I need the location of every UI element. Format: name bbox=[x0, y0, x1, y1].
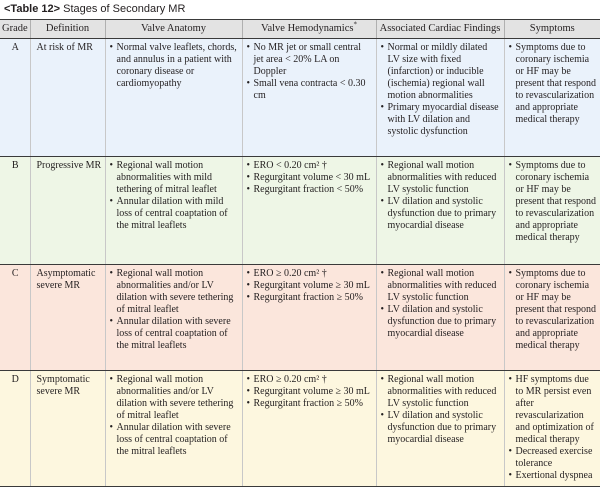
header-valve-anatomy: Valve Anatomy bbox=[105, 20, 242, 39]
header-row bbox=[0, 20, 600, 39]
definition-cell: At risk of MR bbox=[30, 39, 105, 157]
header-valve-hemodynamics bbox=[242, 20, 376, 39]
bullet-item: • Decreased exercise tolerance bbox=[509, 446, 598, 470]
header-cardiac-findings: Associated Cardiac Findings bbox=[376, 20, 504, 39]
bullet-item: • No MR jet or small central jet area < 20% LA on Doppler bbox=[247, 42, 373, 78]
bullet-item: • LV dilation and systolic dysfunction due to primary myocardial disease bbox=[381, 196, 501, 232]
bullet-item: • Regurgitant fraction < 50% bbox=[247, 184, 373, 196]
header-grade: Grade bbox=[0, 20, 30, 39]
table-title: Stages of Secondary MR bbox=[63, 3, 186, 15]
header-definition: Definition bbox=[30, 20, 105, 39]
header-symptoms: Symptoms bbox=[504, 20, 600, 39]
bullet-item: • Annular dilation with mild loss of central coaptation of the mitral leaflets bbox=[110, 196, 239, 232]
bullet-item: • Regurgitant volume ≥ 30 mL bbox=[247, 280, 373, 292]
hemodynamics-list bbox=[247, 42, 373, 102]
hemodynamics-cell bbox=[242, 39, 376, 157]
bullet-item: • Normal valve leaflets, chords, and annulus in a patient with coronary disease or cardiomyopathy bbox=[110, 42, 239, 90]
bullet-item: • Normal or mildly dilated LV size with fixed (infarction) or inducible (ischemia) regional wall motion abnormalities bbox=[381, 42, 501, 102]
findings-cell bbox=[376, 157, 504, 265]
symptoms-cell bbox=[504, 39, 600, 157]
table-row bbox=[0, 371, 600, 487]
bullet-item: • Annular dilation with severe loss of central coaptation of the mitral leaflets bbox=[110, 316, 239, 352]
bullet-item: • ERO ≥ 0.20 cm² † bbox=[247, 268, 373, 280]
grade-cell: C bbox=[0, 265, 30, 371]
bullet-item: • Regional wall motion abnormalities with mild tethering of mitral leaflet bbox=[110, 160, 239, 196]
bullet-item: • ERO < 0.20 cm² † bbox=[247, 160, 373, 172]
anatomy-cell bbox=[105, 265, 242, 371]
bullet-item: • Regurgitant fraction ≥ 50% bbox=[247, 398, 373, 410]
anatomy-cell bbox=[105, 39, 242, 157]
bullet-item: • Primary myocardial disease with LV dilation and systolic dysfunction bbox=[381, 102, 501, 138]
table-row bbox=[0, 39, 600, 157]
bullet-item: • Regurgitant volume ≥ 30 mL bbox=[247, 386, 373, 398]
anatomy-cell bbox=[105, 157, 242, 265]
definition-cell: Progressive MR bbox=[30, 157, 105, 265]
findings-list bbox=[381, 42, 501, 138]
bullet-item: • Regional wall motion abnormalities with reduced LV systolic function bbox=[381, 374, 501, 410]
bullet-item: • Small vena contracta < 0.30 cm bbox=[247, 78, 373, 102]
anatomy-list bbox=[110, 374, 239, 458]
findings-cell bbox=[376, 265, 504, 371]
mr-stages-table bbox=[0, 19, 600, 487]
anatomy-list bbox=[110, 42, 239, 90]
bullet-item: • Regional wall motion abnormalities with reduced LV systolic function bbox=[381, 268, 501, 304]
hemodynamics-cell bbox=[242, 371, 376, 487]
symptoms-list bbox=[509, 374, 598, 482]
header-valve-hemodynamics-label: Valve Hemodynamics bbox=[261, 23, 354, 34]
bullet-item: • Annular dilation with severe loss of central coaptation of the mitral leaflets bbox=[110, 422, 239, 458]
grade-cell: A bbox=[0, 39, 30, 157]
anatomy-cell bbox=[105, 371, 242, 487]
anatomy-list bbox=[110, 268, 239, 352]
bullet-item: • HF symptoms due to MR persist even after revascularization and optimization of medical therapy bbox=[509, 374, 598, 446]
symptoms-cell bbox=[504, 265, 600, 371]
symptoms-cell bbox=[504, 371, 600, 487]
definition-cell: Symptomatic severe MR bbox=[30, 371, 105, 487]
grade-cell: B bbox=[0, 157, 30, 265]
findings-cell bbox=[376, 371, 504, 487]
bullet-item: • Symptoms due to coronary ischemia or HF may be present that respond to revascularization and appropriate medical therapy bbox=[509, 42, 598, 126]
hemodynamics-list bbox=[247, 160, 373, 196]
findings-cell bbox=[376, 39, 504, 157]
anatomy-list bbox=[110, 160, 239, 232]
hemodynamics-cell bbox=[242, 157, 376, 265]
findings-list bbox=[381, 268, 501, 340]
symptoms-list bbox=[509, 268, 598, 352]
findings-list bbox=[381, 160, 501, 232]
bullet-item: • Regurgitant fraction ≥ 50% bbox=[247, 292, 373, 304]
bullet-item: • Symptoms due to coronary ischemia or HF may be present that respond to revascularization and appropriate medical therapy bbox=[509, 268, 598, 352]
bullet-item: • Regurgitant volume < 30 mL bbox=[247, 172, 373, 184]
symptoms-cell bbox=[504, 157, 600, 265]
hemodynamics-list bbox=[247, 268, 373, 304]
footnote-mark: * bbox=[353, 20, 357, 29]
symptoms-list bbox=[509, 160, 598, 244]
symptoms-list bbox=[509, 42, 598, 126]
bullet-item: • Regional wall motion abnormalities with reduced LV systolic function bbox=[381, 160, 501, 196]
bullet-item: • LV dilation and systolic dysfunction due to primary myocardial disease bbox=[381, 304, 501, 340]
bullet-item: • ERO ≥ 0.20 cm² † bbox=[247, 374, 373, 386]
hemodynamics-list bbox=[247, 374, 373, 410]
table-caption bbox=[4, 3, 185, 16]
grade-cell: D bbox=[0, 371, 30, 487]
findings-list bbox=[381, 374, 501, 446]
hemodynamics-cell bbox=[242, 265, 376, 371]
bullet-item: • Symptoms due to coronary ischemia or HF may be present that respond to revascularization and appropriate medical therapy bbox=[509, 160, 598, 244]
table-row bbox=[0, 265, 600, 371]
bullet-item: • Regional wall motion abnormalities and/or LV dilation with severe tethering of mitral leaflet bbox=[110, 374, 239, 422]
definition-cell: Asymptomatic severe MR bbox=[30, 265, 105, 371]
bullet-item: • LV dilation and systolic dysfunction due to primary myocardial disease bbox=[381, 410, 501, 446]
bullet-item: • Exertional dyspnea bbox=[509, 470, 598, 482]
bullet-item: • Regional wall motion abnormalities and/or LV dilation with severe tethering of mitral leaflet bbox=[110, 268, 239, 316]
table-row bbox=[0, 157, 600, 265]
table-number: <Table 12> bbox=[4, 3, 61, 15]
